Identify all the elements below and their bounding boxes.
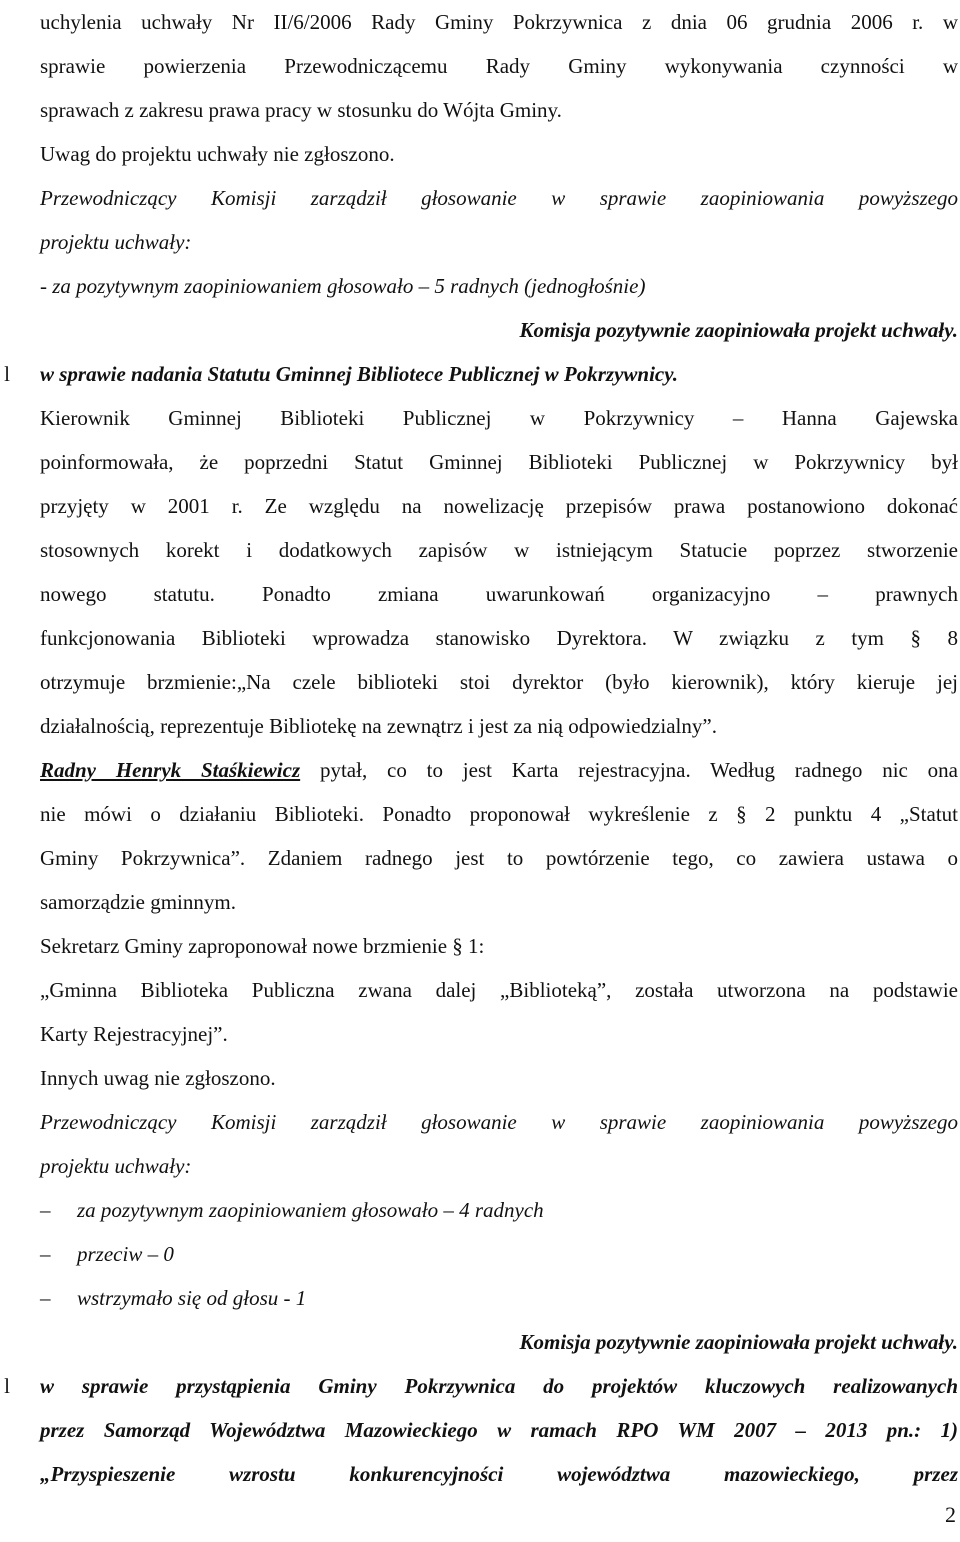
vote-result-against: przeciw – 0 (77, 1242, 174, 1266)
vote-intro-1 (40, 176, 958, 264)
topic-heading-library-statute (4, 352, 958, 396)
vote-intro-2 (40, 1100, 958, 1188)
text-line: przez Samorząd Województwa Mazowieckiego w ramach RPO WM 2007 – 2013 pn.: 1) (40, 1418, 958, 1442)
list-marker: l (4, 362, 10, 386)
text-line: stosownych korekt i dodatkowych zapisów w istniejącym Statucie poprzez stworzenie (40, 538, 958, 562)
commission-opinion-2: Komisja pozytywnie zaopiniowała projekt uchwały. (519, 1330, 958, 1354)
dash-bullet: – (40, 1286, 51, 1310)
text-line: otrzymuje brzmienie:„Na czele biblioteki stoi dyrektor (było kierownik), który kieruje jej (40, 670, 958, 694)
page-number: 2 (945, 1502, 956, 1527)
dash-bullet: – (40, 1242, 51, 1266)
vote-result-1: - za pozytywnym zaopiniowaniem głosowało – 5 radnych (jednogłośnie) (40, 274, 646, 298)
text-line: „Przyspieszenie wzrostu konkurencyjności województwa mazowieckiego, przez (40, 1462, 958, 1486)
text-line: samorządzie gminnym. (40, 890, 236, 914)
commission-opinion-1: Komisja pozytywnie zaopiniowała projekt uchwały. (519, 318, 958, 342)
text-fragment: pytał, co to jest Karta rejestracyjna. Według radnego nic ona (300, 758, 958, 782)
text-line: projektu uchwały: (40, 1154, 192, 1178)
text-line: sprawie powierzenia Przewodniczącemu Rady Gminy wykonywania czynności w (40, 54, 958, 78)
text-line: Przewodniczący Komisji zarządził głosowanie w sprawie zaopiniowania powyższego (40, 186, 958, 210)
text-line: w sprawie nadania Statutu Gminnej Bibliotece Publicznej w Pokrzywnicy. (40, 362, 679, 386)
list-marker: l (4, 1374, 10, 1398)
paragraph-councillor-remarks (40, 748, 958, 924)
text-line: Kierownik Gminnej Biblioteki Publicznej w Pokrzywnicy – Hanna Gajewska (40, 406, 958, 430)
vote-result-for: za pozytywnym zaopiniowaniem głosowało – 4 radnych (77, 1198, 544, 1222)
text-line: Sekretarz Gminy zaproponował nowe brzmienie § 1: (40, 934, 485, 958)
vote-result-abstain: wstrzymało się od głosu - 1 (77, 1286, 307, 1310)
text-line (40, 748, 958, 792)
no-remarks-text-2: Innych uwag nie zgłoszono. (40, 1066, 276, 1090)
text-line: Przewodniczący Komisji zarządził głosowanie w sprawie zaopiniowania powyższego (40, 1110, 958, 1134)
text-line: sprawach z zakresu prawa pracy w stosunku do Wójta Gminy. (40, 98, 562, 122)
text-line: poinformowała, że poprzedni Statut Gminnej Biblioteki Publicznej w Pokrzywnicy był (40, 450, 958, 474)
text-line: Karty Rejestracyjnej”. (40, 1022, 228, 1046)
paragraph-secretary-proposal (40, 924, 958, 1056)
text-line: przyjęty w 2001 r. Ze względu na nowelizację przepisów prawa postanowiono dokonać (40, 494, 958, 518)
vote-results-list-2 (40, 1188, 958, 1320)
list-item (40, 1276, 958, 1320)
text-line: w sprawie przystąpienia Gminy Pokrzywnica do projektów kluczowych realizowanych (40, 1374, 958, 1398)
text-line: Gminy Pokrzywnica”. Zdaniem radnego jest to powtórzenie tego, co zawiera ustawa o (40, 846, 958, 870)
text-line: działalnością, reprezentuje Bibliotekę na zewnątrz i jest za nią odpowiedzialny”. (40, 714, 717, 738)
topic-heading-key-projects (4, 1364, 958, 1496)
no-remarks-text: Uwag do projektu uchwały nie zgłoszono. (40, 142, 395, 166)
paragraph-library-report (40, 396, 958, 748)
list-item (40, 1188, 958, 1232)
text-line: nowego statutu. Ponadto zmiana uwarunkowań organizacyjno – prawnych (40, 582, 958, 606)
paragraph-resolution-repeal (40, 0, 958, 132)
text-line: „Gminna Biblioteka Publiczna zwana dalej „Biblioteką”, została utworzona na podstawie (40, 978, 958, 1002)
councillor-name: Radny Henryk Staśkiewicz (40, 758, 301, 782)
dash-bullet: – (40, 1198, 51, 1222)
text-line: projektu uchwały: (40, 230, 192, 254)
list-item (40, 1232, 958, 1276)
text-line: funkcjonowania Biblioteki wprowadza stanowisko Dyrektora. W związku z tym § 8 (40, 626, 958, 650)
text-line: nie mówi o działaniu Biblioteki. Ponadto proponował wykreślenie z § 2 punktu 4 „Statut (40, 802, 958, 826)
document-page (4, 0, 958, 1496)
text-line: uchylenia uchwały Nr II/6/2006 Rady Gminy Pokrzywnica z dnia 06 grudnia 2006 r. w (40, 10, 958, 34)
